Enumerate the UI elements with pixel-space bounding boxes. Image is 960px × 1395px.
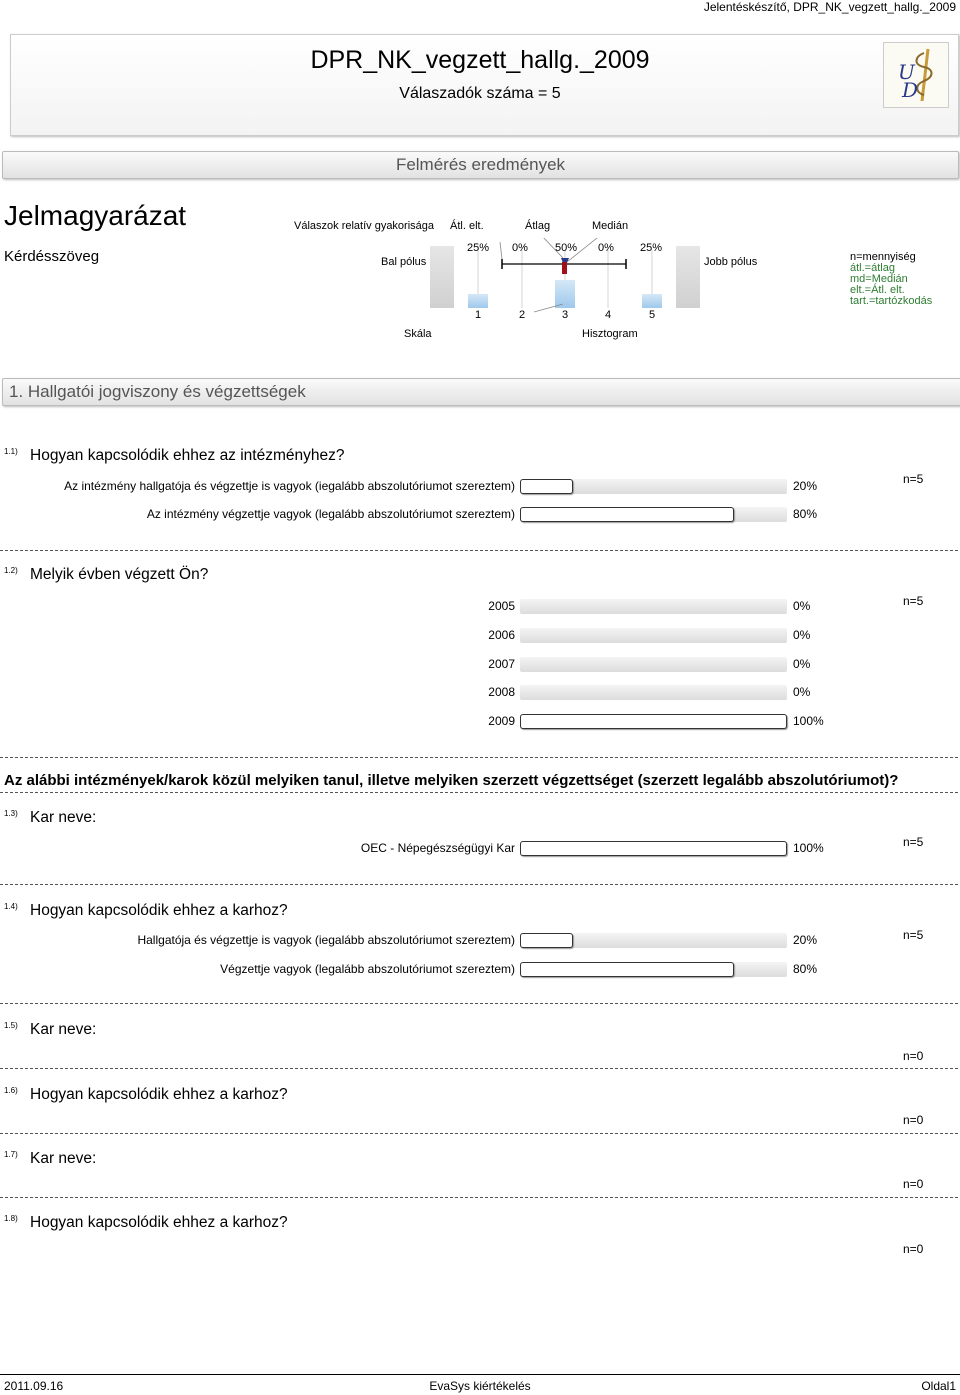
- legend-pct-label: 50%: [555, 242, 578, 254]
- option-bar-track: [520, 714, 787, 729]
- respondent-count: Válaszadók száma = 5: [399, 85, 561, 102]
- separator: [0, 1197, 958, 1198]
- option-bar-fill: [520, 714, 787, 729]
- option-percentage: 0%: [793, 628, 811, 642]
- question-number: 1.6): [4, 1086, 18, 1095]
- legend-key-n: n=mennyiség: [850, 251, 916, 263]
- footer-rule: [0, 1374, 960, 1375]
- question-number: 1.3): [4, 809, 18, 818]
- footer-page: Oldal1: [921, 1379, 956, 1393]
- option-label: Az intézmény hallgatója és végzettje is vagyok (iegalább abszolutóriumot szereztem): [64, 479, 515, 493]
- legend-pct-label: 25%: [640, 242, 663, 254]
- option-bar-track: [520, 841, 787, 856]
- question-text: Kar neve:: [30, 809, 97, 826]
- legend-left-pole: Bal pólus: [381, 256, 427, 268]
- legend-question-text: Kérdésszöveg: [4, 248, 100, 265]
- question-number: 1.7): [4, 1150, 18, 1159]
- legend-scale-number: 5: [649, 309, 656, 321]
- option-bar-track: [520, 657, 787, 672]
- option-label: Végzettje vagyok (legalább abszolutóriumot szereztem): [220, 962, 515, 976]
- option-bar-track: [520, 933, 787, 948]
- option-bar-track: [520, 507, 787, 522]
- option-percentage: 20%: [793, 933, 818, 947]
- report-header-text: Jelentéskészítő, DPR_NK_vegzett_hallg._2009: [703, 0, 956, 14]
- legend-pct-label: 0%: [512, 242, 528, 254]
- legend-pct-label: 25%: [467, 242, 490, 254]
- option-bar-fill: [520, 507, 734, 522]
- response-count: n=0: [903, 1113, 924, 1127]
- response-count: n=5: [903, 835, 924, 849]
- legend-scale-number: 2: [519, 309, 526, 321]
- legend-median: Medián: [592, 220, 629, 232]
- legend-rel-freq: Válaszok relatív gyakorisága: [294, 220, 435, 232]
- response-count: n=5: [903, 594, 924, 608]
- median-marker-icon: [562, 262, 567, 274]
- option-percentage: 100%: [793, 714, 824, 728]
- footer-center: EvaSys kiértékelés: [429, 1379, 531, 1393]
- option-bar-track: [520, 479, 787, 494]
- option-bar-track: [520, 599, 787, 614]
- response-count: n=5: [903, 472, 924, 486]
- legend-mean: Átlag: [525, 220, 551, 232]
- option-bar-track: [520, 962, 787, 977]
- separator: [0, 884, 958, 885]
- option-percentage: 80%: [793, 962, 818, 976]
- legend-scale-number: 4: [605, 309, 612, 321]
- response-count: n=5: [903, 928, 924, 942]
- legend-title: Jelmagyarázat: [4, 200, 187, 231]
- logo-emblem-icon: [884, 43, 948, 107]
- legend-scale: Skála: [404, 328, 432, 340]
- option-label: 2005: [488, 599, 515, 613]
- option-percentage: 80%: [793, 507, 818, 521]
- option-percentage: 0%: [793, 657, 811, 671]
- legend-key-std: elt.=Átl. elt.: [850, 284, 905, 296]
- separator: [0, 792, 958, 793]
- separator: [0, 1068, 958, 1069]
- option-label: 2009: [488, 714, 515, 728]
- option-bar-fill: [520, 933, 573, 948]
- question-number: 1.8): [4, 1214, 18, 1223]
- option-bar-track: [520, 685, 787, 700]
- legend-right-pole: Jobb pólus: [704, 256, 758, 268]
- question-text: Hogyan kapcsolódik ehhez a karhoz?: [30, 902, 288, 919]
- separator: [0, 757, 958, 758]
- university-logo: [883, 42, 949, 108]
- section-results-bar: Felmérés eredmények: [2, 151, 959, 179]
- option-percentage: 0%: [793, 685, 811, 699]
- svg-text:U: U: [898, 60, 915, 84]
- legend-pct-label: 0%: [598, 242, 614, 254]
- option-percentage: 100%: [793, 841, 824, 855]
- option-label: 2006: [488, 628, 515, 642]
- question-text: Hogyan kapcsolódik ehhez az intézményhez?: [30, 447, 345, 464]
- option-bar-fill: [520, 479, 573, 494]
- legend-scale-number: 1: [475, 309, 482, 321]
- separator: [0, 1133, 958, 1134]
- question-number: 1.1): [4, 447, 18, 456]
- option-label: 2007: [488, 657, 515, 671]
- separator: [0, 1003, 958, 1004]
- option-label: 2008: [488, 685, 515, 699]
- svg-text:D: D: [902, 78, 919, 102]
- question-text: Hogyan kapcsolódik ehhez a karhoz?: [30, 1214, 288, 1231]
- option-percentage: 0%: [793, 599, 811, 613]
- legend-key: [850, 252, 932, 307]
- legend-key-abstain: tart.=tartózkodás: [850, 295, 933, 307]
- section-1-bar: 1. Hallgatói jogviszony és végzettségek: [2, 378, 960, 406]
- legend-histogram: Hisztogram: [582, 328, 638, 340]
- footer-date: 2011.09.16: [4, 1379, 64, 1393]
- legend-histogram-bar: [642, 294, 662, 308]
- legend-key-median: md=Medián: [850, 273, 908, 285]
- legend-key-mean: átl.=átlag: [850, 262, 895, 274]
- option-percentage: 20%: [793, 479, 818, 493]
- option-label: Hallgatója és végzettje is vagyok (iegalább abszolutóriumot szereztem): [137, 933, 515, 947]
- question-number: 1.4): [4, 902, 18, 911]
- separator: [0, 550, 958, 551]
- legend-scale-number: 3: [562, 309, 569, 321]
- legend-std-dev: Átl. elt.: [450, 220, 484, 232]
- option-bar-fill: [520, 841, 787, 856]
- legend-histogram-bar: [468, 294, 488, 308]
- page-title: DPR_NK_vegzett_hallg._2009: [310, 46, 650, 74]
- question-text: Kar neve:: [30, 1150, 97, 1167]
- response-count: n=0: [903, 1242, 924, 1256]
- question-number: 1.2): [4, 566, 18, 575]
- option-bar-track: [520, 628, 787, 643]
- question-text: Melyik évben végzett Ön?: [30, 566, 209, 583]
- response-count: n=0: [903, 1049, 924, 1063]
- question-number: 1.5): [4, 1021, 18, 1030]
- legend-histogram-bar: [555, 280, 575, 308]
- question-text: Kar neve:: [30, 1021, 97, 1038]
- response-count: n=0: [903, 1177, 924, 1191]
- option-label: Az intézmény végzettje vagyok (legalább abszolutóriumot szereztem): [146, 507, 515, 521]
- instruction-text: Az alábbi intézmények/karok közül melyiken tanul, illetve melyiken szerzett végzettséget (szerzett legalább abszolutóriumot)?: [4, 772, 899, 789]
- option-bar-fill: [520, 962, 734, 977]
- question-text: Hogyan kapcsolódik ehhez a karhoz?: [30, 1086, 288, 1103]
- option-label: OEC - Népegészségügyi Kar: [360, 841, 515, 855]
